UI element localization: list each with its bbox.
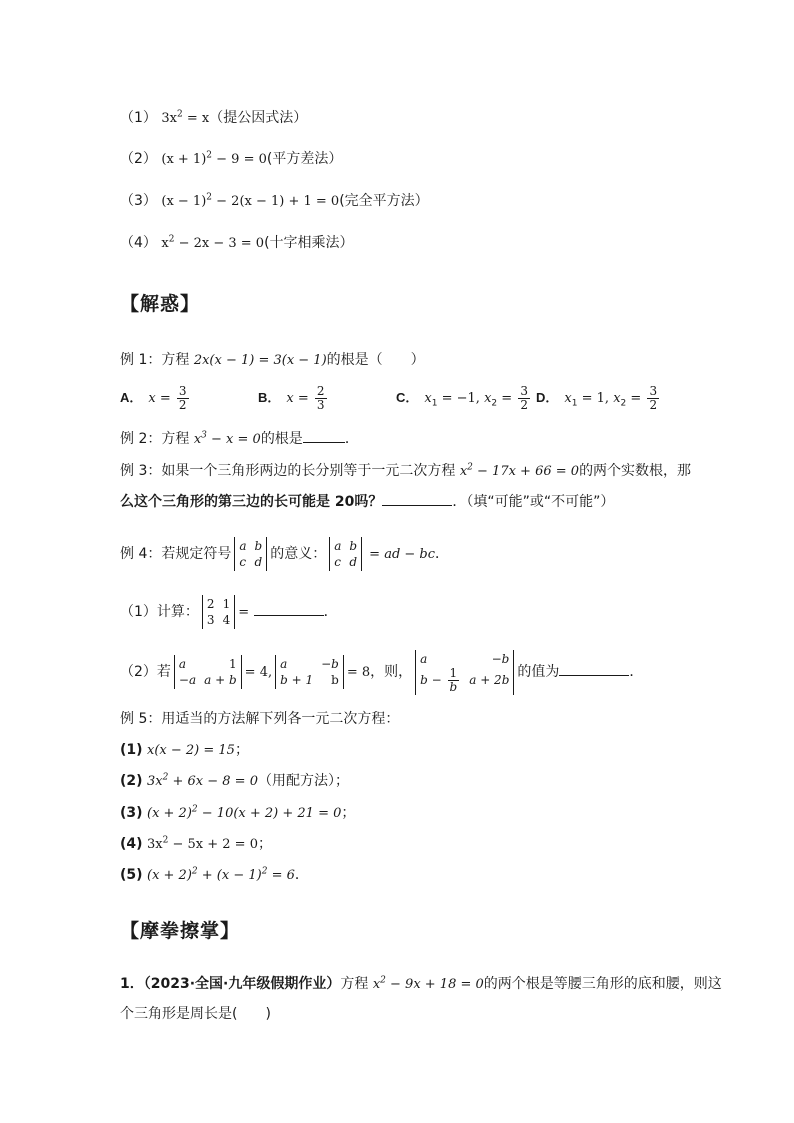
example-5-title: 例 5：用适当的方法解下列各一元二次方程： [120,711,400,727]
equation: $x^2 - 2x - 3 = 0$ [161,234,265,251]
method-line-4 [120,233,698,254]
punctuation: ． [344,431,359,447]
practice-text: 方程 [340,976,369,992]
example-4: 例 4：若规定符号 a b c d 的意义： a b c d = ad − bc． [120,539,450,569]
item-number: (5) [120,867,143,883]
method-label: (平方差法） [266,151,343,167]
method-label: (十字相乘法） [264,235,354,251]
equation: 2x(x − 1) = 3(x − 1) [193,353,327,368]
example-4-q2: （2）若 a 1 −a a + b = 4, a −b b + 1 b = 8，则， a −b b − $\frac{1}{b}$ a + 2b 的值为 ． [120,651,644,694]
question-label: （2）若 [120,664,171,680]
item-number: 1． [120,976,144,992]
section-heading-practice: 【摩拳擦掌】 [120,920,241,942]
punctuation: ； [341,805,356,821]
option-d: D． $x_1 = 1$, $x_2$ = $\frac{3}{2}$ [536,384,658,412]
punctuation: ； [257,836,272,852]
equation: $x^2 - 17x + 66 = 0$ [459,462,580,479]
example-question: 的根是 [260,431,303,447]
practice-1-line-1 [120,974,722,995]
practice-1-line-2: 个三角形是周长是( ) [120,1006,271,1022]
example-hint: ．（填“可能”或“不可能”） [452,494,615,510]
source-tag: （2023·全国·九年级假期作业） [143,976,341,992]
punctuation: ． [294,867,309,883]
item-number: （4） [120,235,157,251]
example-1 [120,350,698,371]
item-number: （3） [120,193,157,209]
method-label: (完全平方法） [339,193,429,209]
example-text: 的两个实数根，那 [579,463,692,479]
example-question: 的根是（ ） [326,352,425,368]
example-3-line-2 [120,491,698,512]
determinant-3: a −b b − $\frac{1}{b}$ a + 2b [415,650,514,695]
method-line-2 [120,149,698,170]
punctuation: ； [234,742,249,758]
example-label: 例 2：方程 [120,431,190,447]
determinant-1: a 1 −a a + b [174,655,242,689]
option-label: C． [396,390,419,405]
option-b: B． x = $\frac{2}{3}$ [258,384,325,412]
example-5-item-2 [120,771,698,792]
example-5-item-1 [120,740,698,761]
fraction: $\frac{3}{2}$ [649,384,658,412]
equation: $x^3 - x = 0$ [193,430,261,447]
equation: $(x + 1)^2 - 9 = 0$ [161,150,267,167]
example-3-line-1 [120,461,698,482]
section-heading-jiehuo: 【解惑】 [120,293,201,315]
option-a: A． x = $\frac{3}{2}$ [120,384,187,412]
equation: $(x + 2)^2 + (x - 1)^2 = 6$ [147,866,295,883]
practice-text: 的两个根是等腰三角形的底和腰，则这 [483,976,722,992]
item-number: （2） [120,151,157,167]
example-text: ，则， [370,664,413,680]
fraction: $\frac{2}{3}$ [316,384,325,412]
example-text: 的意义： [270,546,327,562]
determinant-abcd: a b c d [329,537,362,571]
equation: $3x^2 = x$ [161,109,210,126]
question-label: （1）计算： [120,604,199,620]
item-number: （1） [120,110,157,126]
determinant-2: a −b b + 1 b [275,655,344,689]
answer-blank[interactable] [559,661,629,676]
equation: $3x^2 + 6x - 8 = 0$ [147,772,258,789]
fraction: $\frac{3}{2}$ [520,384,528,412]
example-4-q1: （1）计算： 2 1 3 4 = ． [120,597,338,627]
equation: $(x + 2)^2 - 10(x + 2) + 21 = 0$ [147,804,342,821]
example-label: 例 4：若规定符号 [120,546,232,562]
example-text: 的值为 [517,664,560,680]
item-number: (1) [120,742,143,758]
example-label: 例 3：如果一个三角形两边的长分别等于一元二次方程 [120,463,456,479]
equation: $(x - 1)^2 - 2(x - 1) + 1 = 0$ [161,192,340,209]
method-line-1 [120,108,698,129]
method-line-3 [120,191,698,212]
example-2 [120,428,698,450]
example-5-item-5 [120,865,698,886]
punctuation: ． [435,546,450,562]
option-c: C． $x_1 = -1$, $x_2$ = $\frac{3}{2}$ [396,384,528,412]
answer-blank[interactable] [382,491,452,506]
example-text: 么这个三角形的第三边的长可能是 20吗？ [120,494,383,510]
punctuation: ． [629,664,644,680]
equation: $3x^2 - 5x + 2 = 0$ [147,835,258,852]
answer-blank[interactable] [303,428,345,443]
answer-blank[interactable] [254,601,324,616]
option-label: B． [258,390,281,405]
example-5-item-3 [120,803,698,824]
determinant-abcd: a b c d [234,537,267,571]
method-label: （提公因式法） [209,110,308,126]
option-label: A． [120,390,143,405]
determinant-numeric: 2 1 3 4 [202,595,235,629]
fraction: $\frac{3}{2}$ [178,384,187,412]
punctuation: ． [323,604,338,620]
item-number: (4) [120,836,143,852]
item-number: (2) [120,773,143,789]
example-5-item-4 [120,834,698,855]
equation: x(x − 2) = 15 [147,743,235,758]
option-label: D． [536,390,559,405]
example-label: 例 1：方程 [120,352,190,368]
item-number: (3) [120,805,143,821]
equation: $x^2 - 9x + 18 = 0$ [372,975,484,992]
item-note: （用配方法）； [257,773,349,789]
